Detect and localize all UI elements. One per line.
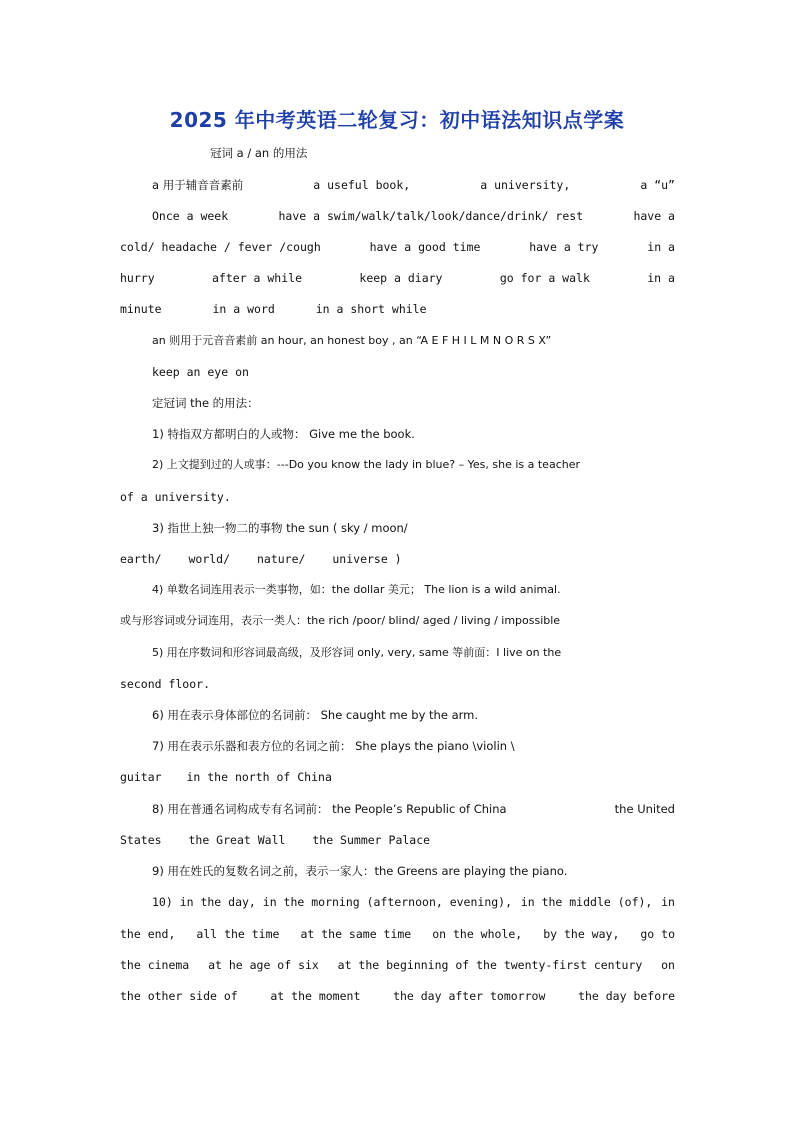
text-line: second floor.	[120, 677, 211, 691]
section-heading: 冠词 a / an 的用法	[210, 146, 308, 160]
line-segment: a university,	[480, 178, 571, 192]
text-line	[152, 892, 675, 912]
line-segment: the Great Wall	[188, 833, 286, 847]
line-segment: world/	[188, 552, 231, 566]
line-segment: have a	[633, 209, 675, 223]
line-segment: have a try	[529, 240, 599, 254]
text-line	[152, 206, 675, 226]
line-segment: a useful book,	[313, 178, 411, 192]
line-segment: go to	[640, 927, 675, 941]
line-segment: guitar	[120, 770, 162, 784]
text-line	[120, 299, 675, 319]
line-segment: in a	[647, 271, 675, 285]
line-segment: after a while	[212, 271, 303, 285]
line-segment: cold/ headache / fever /cough	[120, 240, 321, 254]
line-segment: the cinema	[120, 958, 190, 972]
text-line	[120, 986, 675, 1006]
line-segment: earth/	[120, 552, 162, 566]
line-segment: at the beginning of the twenty-first century	[337, 958, 643, 972]
line-segment: on the whole,	[432, 927, 523, 941]
text-line: 7) 用在表示乐器和表方位的名词之前： She plays the piano \violin \	[152, 739, 515, 753]
text-line: keep an eye on	[152, 365, 249, 379]
line-segment: have a good time	[369, 240, 481, 254]
line-segment: at the same time	[300, 927, 412, 941]
text-line	[120, 549, 675, 569]
text-line: 9) 用在姓氏的复数名词之前，表示一家人：the Greens are playing the piano.	[152, 864, 568, 878]
text-line: 4) 单数名词连用表示一类事物，如：the dollar 美元； The lion is a wild animal.	[152, 583, 561, 596]
line-segment: the Summer Palace	[312, 833, 431, 847]
text-line: of a university.	[120, 490, 231, 504]
line-segment: universe )	[332, 552, 402, 566]
line-segment: minute	[120, 302, 162, 316]
line-segment: in the north of China	[186, 770, 332, 784]
line-segment: the end,	[120, 927, 176, 941]
text-line: 3) 指世上独一物二的事物 the sun ( sky / moon/	[152, 521, 408, 535]
line-segment: keep a diary	[359, 271, 443, 285]
line-segment: in	[661, 895, 675, 909]
line-segment: go for a walk	[499, 271, 590, 285]
text-line	[120, 767, 675, 787]
line-segment: 10) in the day, in the morning (afternoon, evening),	[152, 895, 513, 909]
line-segment: by the way,	[543, 927, 620, 941]
text-line: 2) 上文提到过的人或事：---Do you know the lady in blue? – Yes, she is a teacher	[152, 458, 581, 471]
text-line: 5) 用在序数词和形容词最高级，及形容词 only, very, same 等前面：I live on the	[152, 646, 562, 659]
line-segment: in a short while	[315, 302, 427, 316]
line-segment: a “u”	[640, 178, 675, 192]
line-segment: hurry	[120, 271, 155, 285]
line-segment: the day before	[578, 989, 675, 1003]
line-segment: Once a week	[152, 209, 229, 223]
line-segment: a 用于辅音音素前	[152, 178, 244, 192]
line-segment: at he age of six	[208, 958, 319, 972]
line-segment: nature/	[256, 552, 306, 566]
line-segment: the other side of	[120, 989, 238, 1003]
text-line	[120, 237, 675, 257]
line-segment: on	[661, 958, 675, 972]
text-line	[120, 924, 675, 944]
text-line: 或与形容词或分词连用，表示一类人：the rich /poor/ blind/ aged / living / impossible	[120, 614, 561, 627]
text-line	[120, 955, 675, 975]
text-line	[120, 830, 675, 850]
line-segment: all the time	[196, 927, 280, 941]
line-segment: 8) 用在普通名词构成专有名词前： the People’s Republic of China	[152, 802, 507, 816]
line-segment: in the middle (of),	[520, 895, 653, 909]
line-segment: have a swim/walk/talk/look/dance/drink/ rest	[278, 209, 584, 223]
text-line: 定冠词 the 的用法：	[152, 396, 259, 410]
line-segment: the day after tomorrow	[393, 989, 546, 1003]
text-line: 1) 特指双方都明白的人或物： Give me the book.	[152, 427, 415, 441]
line-segment: at the moment	[270, 989, 361, 1003]
line-segment: in a	[647, 240, 675, 254]
text-line	[152, 799, 675, 819]
document-title: 2025 年中考英语二轮复习：初中语法知识点学案	[169, 108, 625, 132]
line-segment: States	[120, 833, 162, 847]
line-segment: in a word	[212, 302, 275, 316]
line-segment: the United	[614, 802, 675, 816]
text-line	[120, 268, 675, 288]
text-line	[152, 175, 675, 195]
text-line: 6) 用在表示身体部位的名词前： She caught me by the arm.	[152, 708, 478, 722]
text-line: an 则用于元音音素前 an hour, an honest boy , an “A E F H I L M N O R S X”	[152, 334, 552, 347]
